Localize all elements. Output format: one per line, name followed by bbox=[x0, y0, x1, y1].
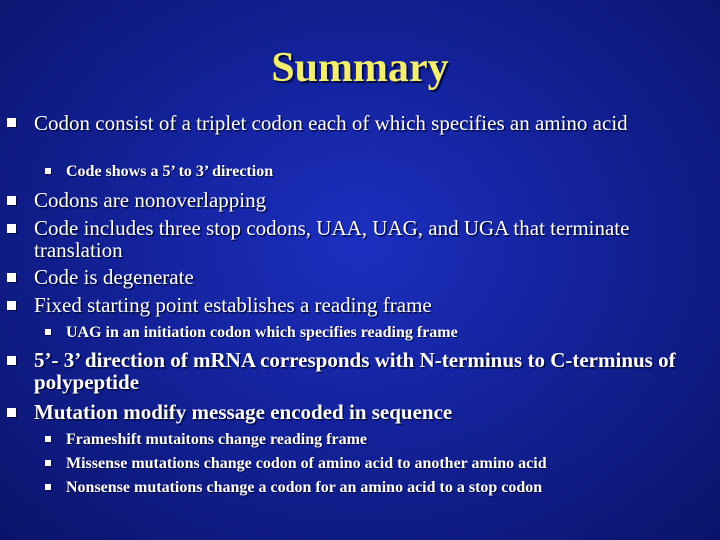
bullet-item-mrna-direction: 5’- 3’ direction of mRNA corresponds with N-terminus to C-terminus of polypeptide bbox=[34, 348, 676, 394]
bullet-item-reading-frame: Fixed starting point establishes a reading frame bbox=[34, 293, 432, 317]
sub-bullet-marker bbox=[45, 168, 51, 174]
sub-bullet-missense: Missense mutations change codon of amino acid to another amino acid bbox=[66, 455, 547, 472]
sub-bullet-marker bbox=[45, 484, 51, 490]
bullet-marker bbox=[7, 356, 16, 365]
bullet-marker bbox=[7, 224, 16, 233]
bullet-item-nonoverlapping: Codons are nonoverlapping bbox=[34, 188, 267, 212]
sub-bullet-frameshift: Frameshift mutaitons change reading frame bbox=[66, 431, 367, 448]
slide-title: Summary bbox=[271, 45, 449, 91]
sub-bullet-marker bbox=[45, 329, 51, 335]
bullet-marker bbox=[7, 408, 16, 417]
bullet-item-stop-codons: Code includes three stop codons, UAA, UAG, and UGA that terminate translation bbox=[34, 216, 630, 262]
sub-bullet-uag-initiation: UAG in an initiation codon which specifies reading frame bbox=[66, 324, 458, 341]
bullet-item-degenerate: Code is degenerate bbox=[34, 265, 194, 289]
sub-bullet-nonsense: Nonsense mutations change a codon for an amino acid to a stop codon bbox=[66, 479, 543, 496]
sub-bullet-marker bbox=[45, 436, 51, 442]
bullet-marker bbox=[7, 196, 16, 205]
sub-bullet-marker bbox=[45, 460, 51, 466]
bullet-marker bbox=[7, 118, 16, 127]
bullet-item-mutation: Mutation modify message encoded in sequence bbox=[34, 400, 453, 424]
bullet-marker bbox=[7, 301, 16, 310]
bullet-item-codon-triplet: Codon consist of a triplet codon each of which specifies an amino acid bbox=[34, 111, 628, 135]
sub-bullet-direction: Code shows a 5’ to 3’ direction bbox=[66, 163, 274, 180]
bullet-marker bbox=[7, 273, 16, 282]
